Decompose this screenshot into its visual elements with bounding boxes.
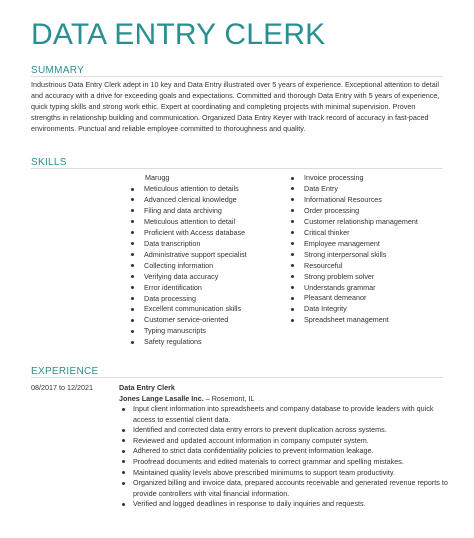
bullet-icon xyxy=(291,220,294,223)
list-item-text: Strong interpersonal skills xyxy=(304,249,387,259)
list-item xyxy=(290,195,418,206)
bullet-icon xyxy=(122,460,125,463)
list-item xyxy=(119,468,449,479)
bullet-icon xyxy=(122,429,125,432)
job-separator: – xyxy=(205,394,210,403)
bullet-icon xyxy=(291,308,294,311)
job-location: Rosemont, IL xyxy=(211,394,255,403)
summary-text: Industrious Data Entry Clerk adept in 10 key and Data Entry illustrated over 5 years of experience. Exceptional attention to detail and accuracy with a drive for exceeding goals and expectations. Committed and thorough Data Entry with 5 years of experience, quick typing skills and strong work ethic. Expert at coordinating and completing projects with minimal supervision. Proven strengths in relationship building and communication. Organized Data Entry Keyer with track record of accuracy in fast-paced environments. Punctual and reliable employee committed to thoroughness and quality. xyxy=(31,80,440,134)
list-item-text: Excellent communication skills xyxy=(144,304,242,314)
list-item xyxy=(130,315,247,326)
list-item xyxy=(130,294,247,305)
bullet-icon xyxy=(122,439,125,442)
list-item xyxy=(290,261,418,272)
bullet-icon xyxy=(131,220,134,223)
list-item xyxy=(119,478,449,499)
bullet-icon xyxy=(291,198,294,201)
skills-divider xyxy=(31,168,443,169)
bullet-icon xyxy=(291,242,294,245)
list-item-text: Meticulous attention to detail xyxy=(144,216,236,226)
list-item xyxy=(290,228,418,239)
list-item-text: Data Entry xyxy=(304,183,338,193)
list-item xyxy=(130,283,247,294)
list-item-text: Understands grammar xyxy=(304,282,376,292)
bullet-icon xyxy=(131,231,134,234)
bullet-icon xyxy=(122,503,125,506)
list-item xyxy=(130,195,247,206)
list-item xyxy=(290,173,418,184)
list-item-text: Verified and logged deadlines in response to daily inquiries and requests. xyxy=(133,499,366,509)
list-item-text: Customer service-oriented xyxy=(144,315,229,325)
list-item-text: Data processing xyxy=(144,293,196,303)
list-item-text: Organized billing and invoice data, prepared accounts receivable and generated revenue reports to provide controllers with vital financial information. xyxy=(133,478,448,498)
list-item-text: Verifying data accuracy xyxy=(144,271,219,281)
list-item-text: Meticulous attention to details xyxy=(144,184,239,193)
list-item xyxy=(130,228,247,239)
bullet-icon xyxy=(131,198,134,201)
list-item-text: Employee management xyxy=(304,238,380,248)
job-company: Jones Lange Lasalle Inc. xyxy=(119,394,204,403)
bullet-icon xyxy=(122,482,125,485)
list-item-text: Strong problem solver xyxy=(304,271,375,281)
job-company-line xyxy=(119,394,254,403)
list-item-text: Advanced clerical knowledge xyxy=(144,194,237,204)
list-item-text: Typing manuscripts xyxy=(144,326,206,336)
bullet-icon xyxy=(131,253,134,256)
bullet-icon xyxy=(131,330,134,333)
list-item xyxy=(130,250,247,261)
list-item-text: Informational Resources xyxy=(304,194,382,204)
list-item-text: Spreadsheet management xyxy=(304,315,389,325)
list-item-text: Proofread documents and edited materials to correct grammar and spelling mistakes. xyxy=(133,456,404,466)
bullet-icon xyxy=(131,297,134,300)
list-item xyxy=(290,293,418,304)
skills-label: Marugg xyxy=(145,173,170,182)
list-item-text: Data transcription xyxy=(144,238,201,248)
list-item xyxy=(130,272,247,283)
list-item-text: Collecting information xyxy=(144,260,214,270)
skills-list-left xyxy=(130,184,247,348)
list-item-text: Pleasant demeanor xyxy=(304,293,367,303)
list-item-text: Input client information into spreadsheets and company database to provide leaders with quick access to essential client data. xyxy=(133,404,434,424)
list-item xyxy=(119,499,449,510)
list-item xyxy=(119,436,449,447)
job-duties-list xyxy=(119,404,449,510)
list-item-text: Reviewed and updated account information in company computer system. xyxy=(133,435,369,445)
list-item xyxy=(290,272,418,283)
job-title: Data Entry Clerk xyxy=(119,383,175,392)
bullet-icon xyxy=(131,209,134,212)
list-item-text: Identified and corrected data entry errors to prevent duplication across systems. xyxy=(133,425,387,435)
list-item xyxy=(290,239,418,250)
skills-heading: SKILLS xyxy=(31,157,67,168)
list-item xyxy=(130,326,247,337)
experience-heading: EXPERIENCE xyxy=(31,366,99,377)
list-item xyxy=(290,250,418,261)
bullet-icon xyxy=(131,275,134,278)
list-item xyxy=(290,283,418,294)
list-item-text: Error identification xyxy=(144,282,202,292)
list-item xyxy=(130,239,247,250)
list-item-text: Maintained quality levels above prescribed minimums to support team productivity. xyxy=(133,467,395,477)
list-item-text: Proficient with Access database xyxy=(144,227,246,237)
bullet-icon xyxy=(291,177,294,180)
summary-divider xyxy=(31,76,443,77)
list-item-text: Administrative support specialist xyxy=(144,249,247,259)
list-item xyxy=(119,425,449,436)
list-item-text: Order processing xyxy=(304,205,360,215)
bullet-icon xyxy=(291,275,294,278)
list-item xyxy=(130,206,247,217)
list-item xyxy=(130,304,247,315)
bullet-icon xyxy=(131,242,134,245)
experience-divider xyxy=(31,377,443,378)
bullet-icon xyxy=(291,187,294,190)
list-item-text: Critical thinker xyxy=(304,227,350,237)
list-item xyxy=(290,184,418,195)
resume-name: DATA ENTRY CLERK xyxy=(31,18,326,51)
bullet-icon xyxy=(131,319,134,322)
list-item xyxy=(130,217,247,228)
list-item-text: Customer relationship management xyxy=(304,216,418,226)
bullet-icon xyxy=(131,188,134,191)
list-item xyxy=(119,457,449,468)
job-dates: 08/2017 to 12/2021 xyxy=(31,383,93,392)
list-item xyxy=(119,404,449,425)
bullet-icon xyxy=(291,286,294,289)
bullet-icon xyxy=(122,408,125,411)
bullet-icon xyxy=(131,341,134,344)
list-item-text: Invoice processing xyxy=(304,173,364,182)
bullet-icon xyxy=(291,231,294,234)
list-item xyxy=(290,315,418,326)
list-item-text: Filing and data archiving xyxy=(144,205,222,215)
summary-heading: SUMMARY xyxy=(31,65,85,76)
bullet-icon xyxy=(131,264,134,267)
list-item-text: Data Integrity xyxy=(304,304,347,314)
list-item xyxy=(130,261,247,272)
list-item-text: Safety regulations xyxy=(144,337,202,347)
bullet-icon xyxy=(291,319,294,322)
list-item xyxy=(290,304,418,315)
bullet-icon xyxy=(131,308,134,311)
bullet-icon xyxy=(131,286,134,289)
skills-list-right xyxy=(290,173,418,326)
list-item-text: Resourceful xyxy=(304,260,343,270)
bullet-icon xyxy=(122,450,125,453)
bullet-icon xyxy=(291,264,294,267)
bullet-icon xyxy=(122,471,125,474)
list-item xyxy=(290,217,418,228)
list-item xyxy=(119,446,449,457)
list-item-text: Adhered to strict data confidentiality policies to prevent information leakage. xyxy=(133,446,374,456)
bullet-icon xyxy=(291,253,294,256)
bullet-icon xyxy=(291,297,294,300)
bullet-icon xyxy=(291,209,294,212)
list-item xyxy=(290,206,418,217)
list-item xyxy=(130,184,247,195)
list-item xyxy=(130,337,247,348)
